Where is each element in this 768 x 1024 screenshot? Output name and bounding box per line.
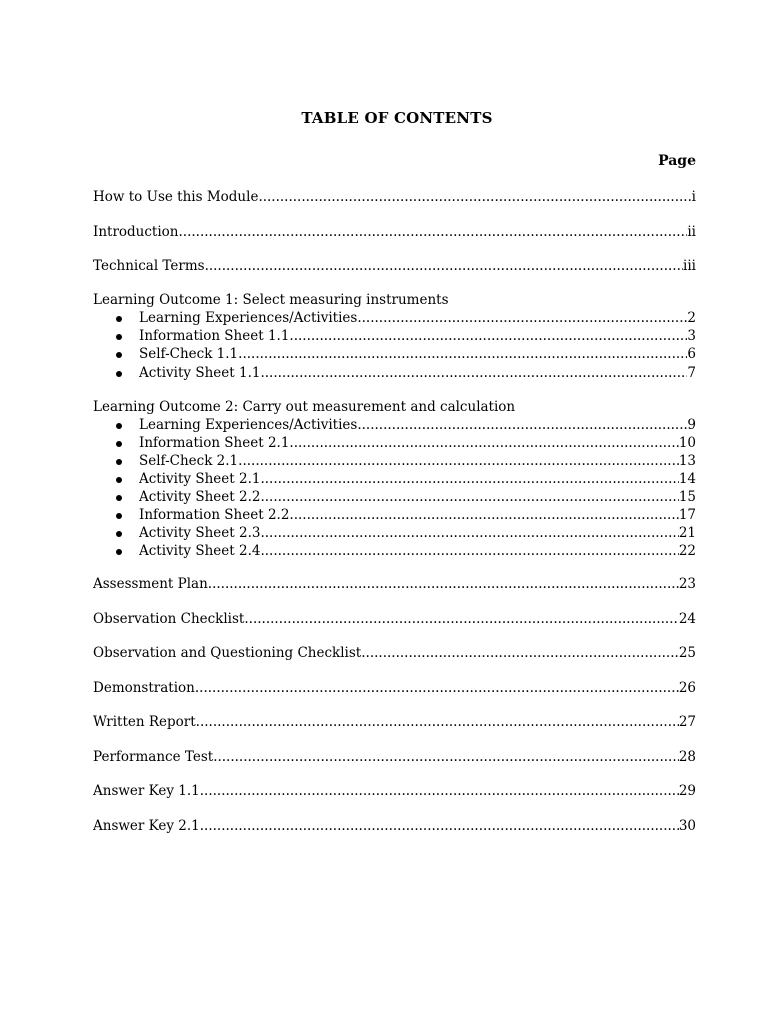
toc-entry-page: 10 — [678, 435, 696, 451]
leader-dots — [238, 346, 687, 362]
toc-sub-entry — [139, 365, 696, 384]
bullet-icon — [116, 423, 122, 429]
leader-dots — [195, 680, 679, 696]
toc-sub-entry — [139, 507, 696, 526]
toc-entry-page: 22 — [678, 543, 696, 559]
leader-dots — [200, 818, 679, 834]
toc-entry-label: Assessment Plan — [93, 576, 208, 592]
toc-entry-page: 14 — [678, 471, 696, 487]
toc-entry — [93, 189, 696, 208]
toc-entry-label: Answer Key 1.1 — [93, 783, 200, 799]
leader-dots — [357, 310, 687, 326]
toc-entry-page: 28 — [678, 749, 696, 765]
toc-sub-entry — [139, 489, 696, 508]
leader-dots — [289, 435, 678, 451]
toc-entry-label: Activity Sheet 2.1 — [139, 471, 261, 487]
leader-dots — [179, 224, 688, 240]
leader-dots — [260, 471, 678, 487]
toc-sub-entry — [139, 543, 696, 562]
toc-entry-label: Introduction — [93, 224, 179, 240]
toc-entry-page: 21 — [678, 525, 696, 541]
toc-entry-label: Observation Checklist — [93, 611, 245, 627]
toc-entry-page: 9 — [687, 417, 696, 433]
toc-entry-page: 3 — [687, 328, 696, 344]
toc-entry-label: Activity Sheet 2.3 — [139, 525, 261, 541]
toc-entry-page: 29 — [678, 783, 696, 799]
toc-entry — [93, 224, 696, 243]
bullet-icon — [116, 334, 122, 340]
bullet-icon — [116, 531, 122, 537]
section-heading-outcome-1: Learning Outcome 1: Select measuring instruments — [93, 292, 449, 308]
leader-dots — [361, 645, 679, 661]
toc-entry-label: Performance Test — [93, 749, 214, 765]
toc-entry-label: Information Sheet 1.1 — [139, 328, 290, 344]
toc-sub-entry — [139, 346, 696, 365]
toc-entry-page: 26 — [678, 680, 696, 696]
leader-dots — [289, 328, 687, 344]
leader-dots — [357, 417, 687, 433]
leader-dots — [289, 507, 678, 523]
toc-entry-label: Learning Experiences/Activities — [139, 310, 358, 326]
toc-entry-page: 30 — [678, 818, 696, 834]
toc-entry-page: 2 — [687, 310, 696, 326]
toc-entry-page: 6 — [687, 346, 696, 362]
toc-sub-entry — [139, 417, 696, 436]
toc-entry — [93, 258, 696, 277]
toc-sub-entry — [139, 310, 696, 329]
toc-entry-page: 13 — [678, 453, 696, 469]
toc-entry-page: 7 — [687, 365, 696, 381]
toc-entry-label: Written Report — [93, 714, 196, 730]
leader-dots — [205, 258, 683, 274]
toc-entry-label: Activity Sheet 2.2 — [139, 489, 261, 505]
toc-sub-entry — [139, 525, 696, 544]
leader-dots — [244, 611, 678, 627]
leader-dots — [258, 189, 691, 205]
bullet-icon — [116, 316, 122, 322]
toc-entry — [93, 818, 696, 837]
leader-dots — [260, 365, 687, 381]
toc-entry-page: 23 — [678, 576, 696, 592]
toc-entry — [93, 611, 696, 630]
toc-entry-label: Activity Sheet 2.4 — [139, 543, 261, 559]
bullet-icon — [116, 352, 122, 358]
toc-entry-label: How to Use this Module — [93, 189, 259, 205]
toc-sub-entry — [139, 471, 696, 490]
toc-entry-page: 25 — [678, 645, 696, 661]
toc-entry-page: 27 — [678, 714, 696, 730]
toc-entry-label: Technical Terms — [93, 258, 205, 274]
leader-dots — [238, 453, 679, 469]
toc-entry-label: Self-Check 2.1 — [139, 453, 239, 469]
toc-sub-entry — [139, 453, 696, 472]
bullet-icon — [116, 371, 122, 377]
leader-dots — [213, 749, 679, 765]
bullet-icon — [116, 459, 122, 465]
toc-entry-label: Demonstration — [93, 680, 195, 696]
toc-sub-entry — [139, 435, 696, 454]
leader-dots — [260, 489, 678, 505]
toc-entry-label: Self-Check 1.1 — [139, 346, 239, 362]
toc-entry-page: i — [691, 189, 696, 205]
page-column-header: Page — [658, 153, 696, 169]
bullet-icon — [116, 477, 122, 483]
bullet-icon — [116, 549, 122, 555]
toc-entry-page: iii — [683, 258, 696, 274]
toc-entry — [93, 714, 696, 733]
toc-entry-label: Information Sheet 2.1 — [139, 435, 290, 451]
toc-entry — [93, 680, 696, 699]
toc-entry — [93, 749, 696, 768]
toc-entry — [93, 645, 696, 664]
toc-entry-label: Information Sheet 2.2 — [139, 507, 290, 523]
bullet-icon — [116, 441, 122, 447]
toc-entry-page: 15 — [678, 489, 696, 505]
toc-entry — [93, 576, 696, 595]
toc-entry-label: Answer Key 2.1 — [93, 818, 200, 834]
toc-entry-label: Activity Sheet 1.1 — [139, 365, 261, 381]
toc-entry — [93, 783, 696, 802]
leader-dots — [200, 783, 679, 799]
toc-entry-label: Observation and Questioning Checklist — [93, 645, 362, 661]
toc-entry-page: 17 — [678, 507, 696, 523]
leader-dots — [260, 543, 678, 559]
leader-dots — [208, 576, 679, 592]
toc-entry-label: Learning Experiences/Activities — [139, 417, 358, 433]
bullet-icon — [116, 495, 122, 501]
leader-dots — [260, 525, 678, 541]
page-title: TABLE OF CONTENTS — [301, 109, 493, 127]
toc-sub-entry — [139, 328, 696, 347]
bullet-icon — [116, 513, 122, 519]
leader-dots — [196, 714, 679, 730]
toc-entry-page: 24 — [678, 611, 696, 627]
toc-entry-page: ii — [687, 224, 696, 240]
section-heading-outcome-2: Learning Outcome 2: Carry out measurement and calculation — [93, 399, 516, 415]
